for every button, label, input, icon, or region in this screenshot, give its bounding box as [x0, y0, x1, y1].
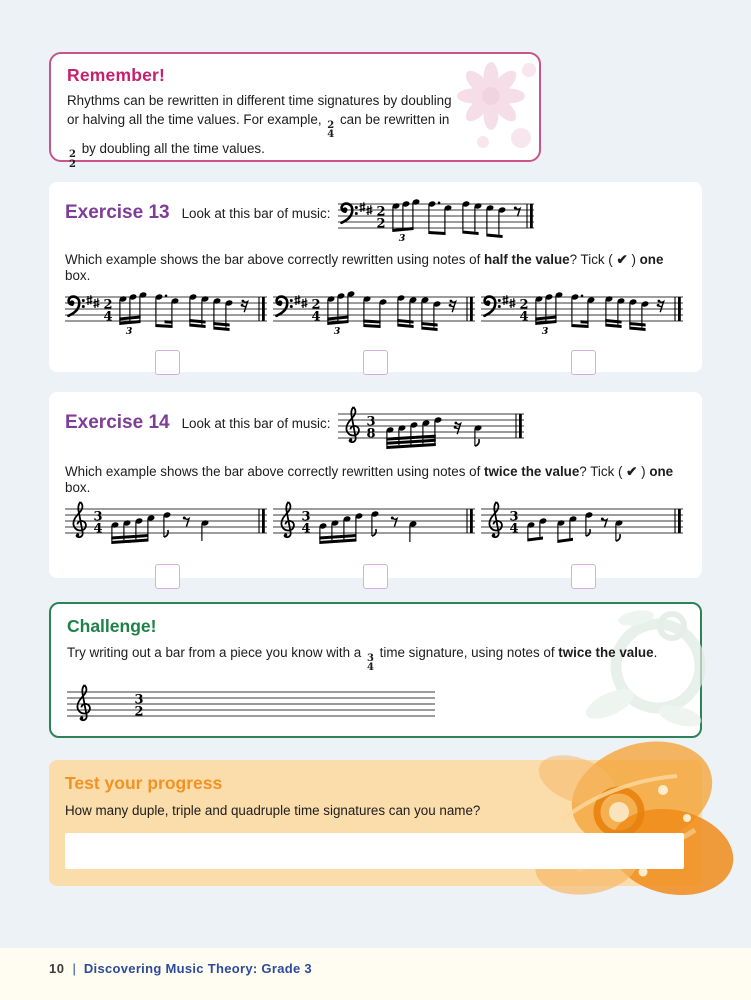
svg-text:3: 3 [93, 509, 103, 525]
exercise14-question: Which example shows the bar above correctly rewritten using notes of twice the value? Tick ( ✔ ) one box. [65, 464, 674, 495]
exercise13-card [49, 182, 702, 372]
remember-text [67, 91, 463, 169]
exercise14-option-b-staff [273, 499, 478, 553]
exercise13-option-a [65, 287, 270, 375]
test-progress-box [49, 760, 702, 886]
exercise14-option-c-staff [481, 499, 686, 553]
time-signature-2-2: 2 2 [69, 149, 76, 170]
exercise14-option-a [65, 499, 270, 589]
exercise14-prompt-staff [338, 404, 528, 458]
time-signature-2-4: 2 4 [327, 120, 335, 141]
exercise13-question: Which example shows the bar above correctly rewritten using notes of half the value? Tick ( ✔ ) one box. [65, 252, 664, 283]
page-number: 10 [49, 961, 65, 976]
svg-text:2: 2 [103, 297, 113, 313]
exercise14-card [49, 392, 702, 578]
exercise13-option-b-staff [273, 287, 478, 339]
svg-text:3: 3 [301, 509, 311, 525]
challenge-blank-staff[interactable] [67, 682, 435, 732]
remember-text-before: Rhythms can be rewritten in different time signatures by doubling or halving all the time values. For example, [67, 93, 452, 128]
page-footer [49, 961, 312, 976]
challenge-text: Try writing out a bar from a piece you know with a 3 4 time signature, using notes of twice the value. [67, 645, 658, 674]
exercise14-title: Exercise 14 [65, 412, 170, 433]
exercise13-option-c [481, 287, 686, 375]
svg-text:3: 3 [509, 509, 519, 525]
svg-text:2: 2 [376, 204, 386, 220]
remember-text-after: by doubling all the time values. [77, 141, 265, 157]
exercise13-prompt-staff [338, 194, 538, 246]
tick-icon: ✔ [626, 464, 638, 479]
svg-text:4: 4 [311, 309, 321, 325]
svg-text:3: 3 [399, 233, 406, 244]
exercise14-checkbox-c[interactable] [571, 564, 596, 589]
svg-text:4: 4 [519, 309, 529, 325]
svg-text:3: 3 [125, 326, 133, 337]
exercise14-option-b [273, 499, 478, 589]
remember-text-mid: can be rewritten in [336, 112, 450, 128]
exercise14-option-a-staff [65, 499, 270, 553]
test-progress-answer-input[interactable] [65, 833, 684, 869]
svg-text:3: 3 [134, 692, 144, 708]
exercise13-option-b [273, 287, 478, 375]
exercise13-checkbox-a[interactable] [155, 350, 180, 375]
tick-icon: ✔ [616, 252, 628, 267]
remember-title: Remember! [67, 65, 166, 85]
svg-text:4: 4 [509, 521, 519, 537]
exercise13-option-a-staff [65, 287, 270, 339]
exercise13-title: Exercise 13 [65, 202, 170, 223]
svg-text:8: 8 [366, 426, 376, 442]
svg-text:3: 3 [333, 326, 341, 337]
svg-text:2: 2 [311, 297, 321, 313]
exercise14-checkbox-a[interactable] [155, 564, 180, 589]
svg-text:2: 2 [134, 704, 144, 720]
svg-text:4: 4 [93, 521, 103, 537]
time-signature-3-4: 3 4 [366, 653, 374, 674]
challenge-box [49, 602, 702, 738]
exercise13-checkbox-b[interactable] [363, 350, 388, 375]
footer-separator: | [72, 961, 76, 976]
exercise13-option-c-staff [481, 287, 686, 339]
svg-text:2: 2 [376, 216, 386, 232]
svg-text:4: 4 [301, 521, 311, 537]
remember-box [49, 52, 541, 170]
exercise13-checkbox-c[interactable] [571, 350, 596, 375]
challenge-title: Challenge! [67, 616, 157, 636]
test-progress-title: Test your progress [65, 773, 223, 793]
svg-text:3: 3 [541, 326, 549, 337]
test-progress-question: How many duple, triple and quadruple time signatures can you name? [65, 803, 481, 818]
exercise14-prompt-label: Look at this bar of music: [181, 416, 331, 431]
exercise13-prompt-label: Look at this bar of music: [181, 206, 331, 221]
book-title: Discovering Music Theory: Grade 3 [83, 961, 312, 976]
exercise14-checkbox-b[interactable] [363, 564, 388, 589]
svg-text:2: 2 [519, 297, 529, 313]
exercise14-option-c [481, 499, 686, 589]
svg-text:3: 3 [366, 414, 376, 430]
svg-text:4: 4 [103, 309, 113, 325]
